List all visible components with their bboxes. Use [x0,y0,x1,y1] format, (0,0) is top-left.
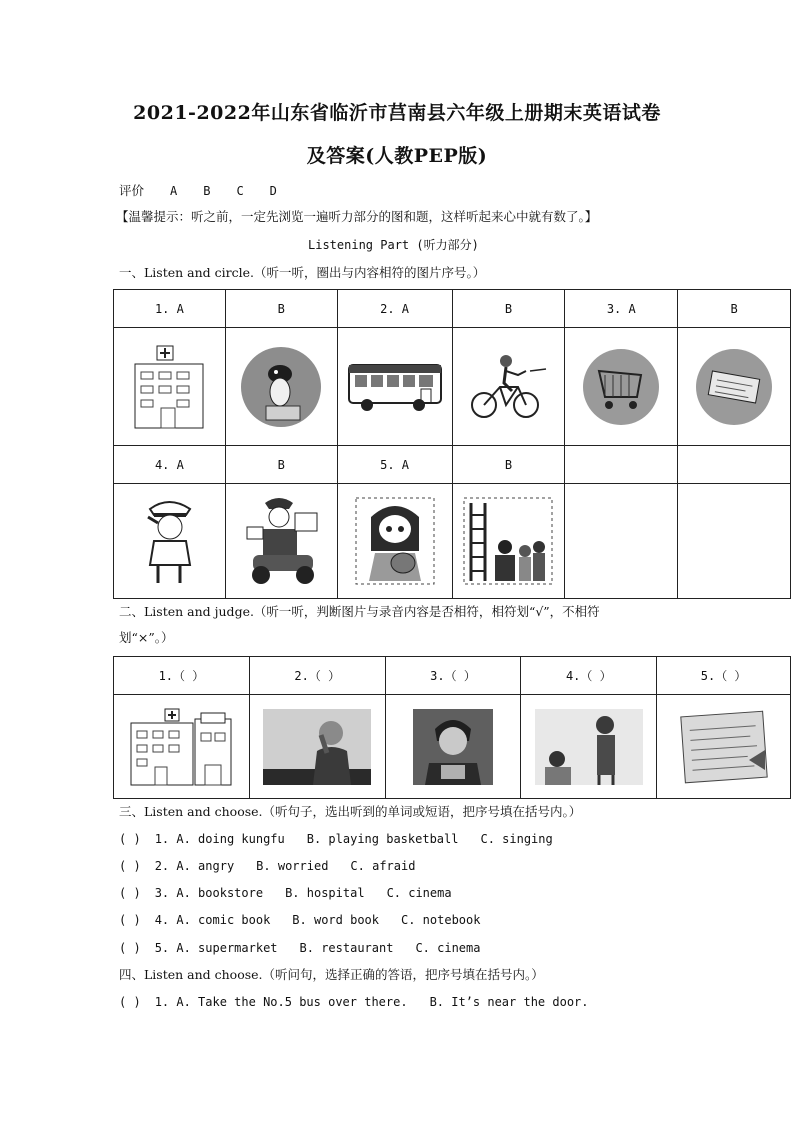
listening-part-heading: Listening Part (听力部分) [308,238,479,252]
rating-option-b: B [203,184,211,198]
label-4b: B [225,446,337,484]
rating-option-d: D [269,184,277,198]
worried-man-icon [250,707,385,787]
s3-question-3 [119,886,474,900]
bus-icon [338,359,452,415]
question-number: 1. [154,832,170,846]
answer-bracket[interactable]: ( ) [119,913,141,927]
label-5b: B [452,446,565,484]
answer-bracket[interactable]: ( ) [119,886,141,900]
firefighters-icon [453,495,565,587]
judge-label-1: 1.（ ） [114,657,250,695]
section2-picture-row [114,695,791,799]
s3-question-1 [119,832,575,846]
hospital-icon [114,342,225,432]
tip-text: 【温馨提示：听之前，一定先浏览一遍听力部分的图和题，这样听起来心中就有数了。】 [116,209,598,224]
answer-bracket[interactable]: ( ) [119,859,141,873]
option-c: C. notebook [401,913,481,927]
judge-label-4: 4.（ ） [521,657,657,695]
section1-label-row-1 [114,290,791,328]
option-b: B. It’s near the door. [429,995,589,1009]
section1-picture-row-2 [114,484,791,599]
label-2a: 2. A [337,290,452,328]
page-subtitle: 及答案(人教PEP版) [306,145,488,167]
rating-label: 评价 [119,183,145,198]
option-c: C. cinema [386,886,452,900]
section2-label-row [114,657,791,695]
question-number: 2. [154,859,170,873]
section2-heading-line2: 划“×”。） [119,630,174,645]
rating-option-c: C [236,184,244,198]
answer-bracket[interactable]: ( ) [119,832,141,846]
s4-question-1 [119,995,611,1009]
section1-heading: 一、Listen and circle.（听一听，圈出与内容相符的图片序号。） [119,265,486,280]
option-b: B. word book [292,913,379,927]
option-a: A. comic book [176,913,271,927]
police-officer-icon [114,495,225,587]
question-number: 3. [154,886,170,900]
woman-teacher-icon [521,707,656,787]
cart-icon [565,345,677,429]
option-b: B. hospital [285,886,365,900]
section1-table [113,289,791,599]
postman-icon [226,493,337,589]
boy-reading-icon [386,707,521,787]
judge-label-3: 3.（ ） [385,657,521,695]
judge-label-2: 2.（ ） [249,657,385,695]
option-c: C. afraid [350,859,416,873]
page-title: 2021-2022年山东省临沂市莒南县六年级上册期末英语试卷 [133,102,661,124]
section1-label-row-2 [114,446,791,484]
option-c: C. singing [480,832,553,846]
option-a: A. Take the No.5 bus over there. [176,995,408,1009]
option-b: B. worried [256,859,329,873]
section2-table [113,656,791,799]
question-number: 5. [154,941,170,955]
option-a: A. doing kungfu [176,832,285,846]
option-a: A. angry [176,859,235,873]
label-3b: B [678,290,791,328]
option-b: B. restaurant [299,941,394,955]
answer-bracket[interactable]: ( ) [119,941,141,955]
question-number: 4. [154,913,170,927]
notebook-icon [657,710,790,784]
label-2b: B [452,290,565,328]
rating-option-a: A [170,184,178,198]
rating-row [119,181,299,199]
s3-question-4 [119,913,502,927]
question-number: 1. [154,995,170,1009]
label-empty-2 [678,446,791,484]
label-5a: 5. A [337,446,452,484]
label-empty-1 [565,446,678,484]
robot-poster-icon [226,344,337,430]
section4-heading: 四、Listen and choose.（听问句，选择正确的答语，把序号填在括号内。） [119,967,544,982]
label-1a: 1. A [114,290,226,328]
option-b: B. playing basketball [306,832,459,846]
option-a: A. bookstore [176,886,264,900]
girl-with-cat-icon [338,495,452,587]
s3-question-5 [119,941,502,955]
label-3a: 3. A [565,290,678,328]
hospital-library-icon [114,705,249,789]
section3-heading: 三、Listen and choose.（听句子，选出听到的单词或短语，把序号填在括号内。） [119,804,582,819]
option-c: C. cinema [415,941,481,955]
label-4a: 4. A [114,446,226,484]
judge-label-5: 5.（ ） [657,657,791,695]
label-1b: B [225,290,337,328]
option-a: A. supermarket [176,941,278,955]
answer-bracket[interactable]: ( ) [119,995,141,1009]
cyclist-icon [453,351,565,423]
section2-heading-line1: 二、Listen and judge.（听一听，判断图片与录音内容是否相符，相符划“√”，不相符 [119,604,600,619]
ticket-icon [678,345,790,429]
s3-question-2 [119,859,437,873]
section1-picture-row-1 [114,328,791,446]
